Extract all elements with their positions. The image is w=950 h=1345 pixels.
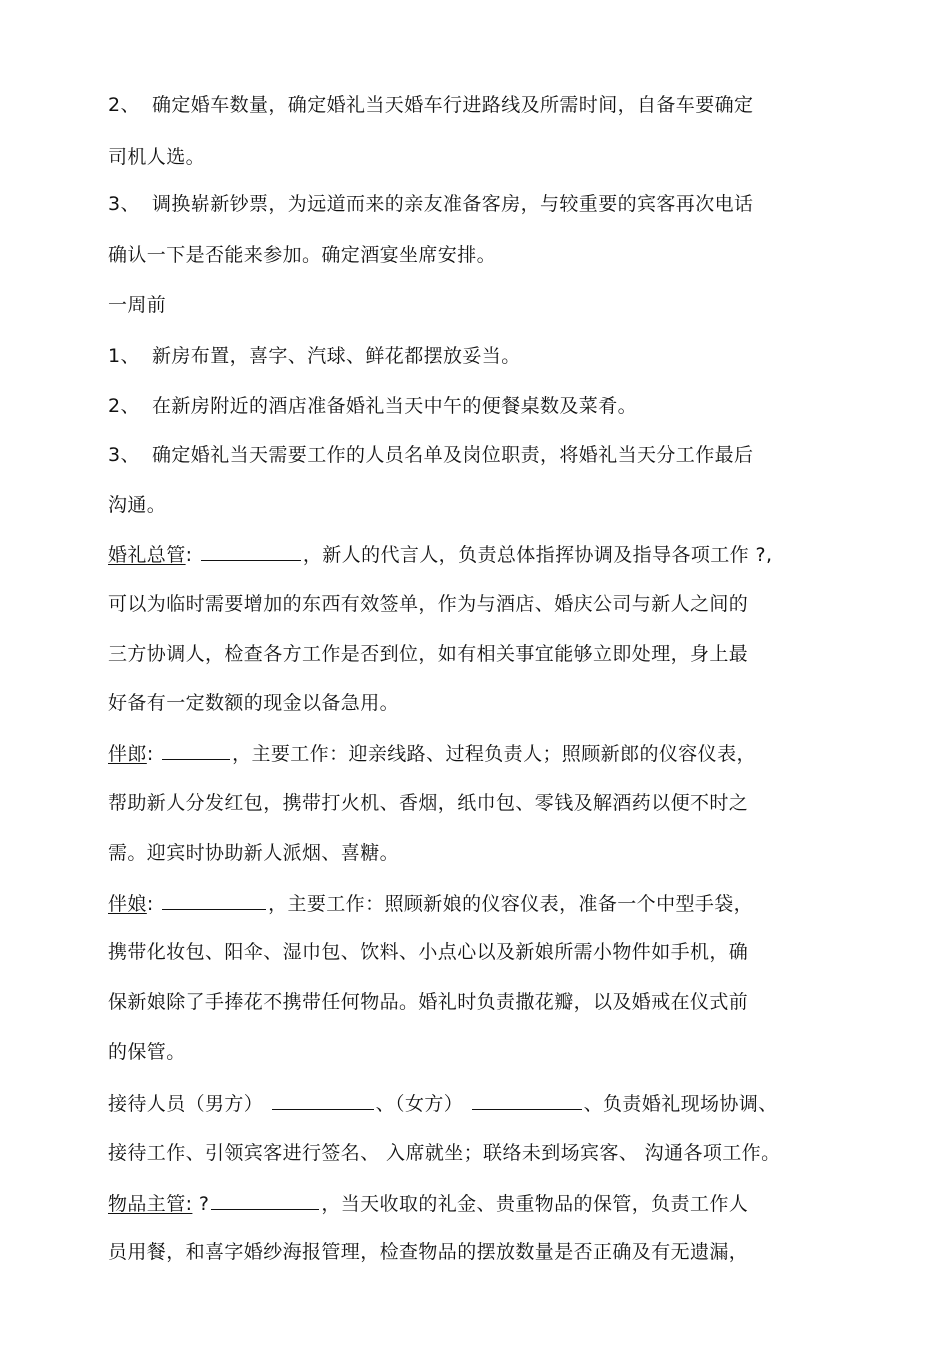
role-colon: ?: [192, 1193, 210, 1215]
fill-in-blank: [211, 1191, 319, 1210]
item-number: 2、: [108, 395, 140, 417]
paragraph-text: ，新人的代言人，负责总体指挥协调及指导各项工作 ?,: [302, 544, 773, 566]
role-line: [108, 1191, 748, 1216]
paragraph-line: 确认一下是否能来参加。确定酒宴坐席安排。: [108, 244, 497, 266]
paragraph-line: 三方协调人，检查各方工作是否到位，如有相关事宜能够立即处理，身上最: [108, 643, 749, 665]
paragraph-text: 确定婚车数量，确定婚礼当天婚车行进路线及所需时间，自备车要确定: [152, 94, 754, 116]
fill-in-blank: [201, 542, 301, 561]
paragraph-text: 调换崭新钞票，为远道而来的亲友准备客房，与较重要的宾客再次电话: [152, 193, 754, 215]
reception-female: 、（女方）: [375, 1093, 464, 1115]
role-title: 婚礼总管: [108, 544, 186, 566]
role-line: [108, 891, 753, 916]
paragraph-line: 保新娘除了手捧花不携带任何物品。婚礼时负责撒花瓣，以及婚戒在仪式前: [108, 991, 749, 1013]
paragraph-line: 接待工作、引领宾客进行签名、 入席就坐；联络未到场宾客、 沟通各项工作。: [108, 1142, 781, 1164]
role-line: [108, 741, 756, 766]
paragraph-text: 确定婚礼当天需要工作的人员名单及岗位职责，将婚礼当天分工作最后: [152, 444, 754, 466]
section-heading: 一周前: [108, 294, 167, 316]
paragraph-text: ，主要工作：照顾新娘的仪容仪表，准备一个中型手袋，: [268, 893, 754, 915]
paragraph-line: 携带化妆包、阳伞、湿巾包、饮料、小点心以及新娘所需小物件如手机，确: [108, 941, 749, 963]
list-item: [108, 443, 753, 467]
paragraph-line: 需。迎宾时协助新人派烟、喜糖。: [108, 842, 400, 864]
role-colon: :: [146, 893, 154, 915]
item-number: 2、: [108, 94, 140, 116]
fill-in-blank: [162, 741, 230, 760]
role-title: 伴郎: [108, 743, 147, 765]
paragraph-text: ，当天收取的礼金、贵重物品的保管，负责工作人: [321, 1193, 749, 1215]
paragraph-text: ，主要工作：迎亲线路、过程负责人；照顾新郎的仪容仪表，: [232, 743, 756, 765]
list-item: [108, 394, 637, 418]
role-title: 伴娘: [108, 893, 147, 915]
item-number: 3、: [108, 444, 140, 466]
paragraph-line: 好备有一定数额的现金以备急用。: [108, 692, 400, 714]
reception-line: [108, 1091, 778, 1116]
list-item: [108, 93, 753, 117]
fill-in-blank: [162, 891, 266, 910]
role-colon: :: [146, 743, 154, 765]
paragraph-text: 在新房附近的酒店准备婚礼当天中午的便餐桌数及菜肴。: [152, 395, 638, 417]
paragraph-text: 、负责婚礼现场协调、: [583, 1093, 778, 1115]
paragraph-line: 司机人选。: [108, 146, 206, 168]
list-item: [108, 344, 521, 368]
paragraph-line: 员用餐，和喜字婚纱海报管理，检查物品的摆放数量是否正确及有无遗漏，: [108, 1241, 749, 1263]
item-number: 3、: [108, 193, 140, 215]
paragraph-line: 可以为临时需要增加的东西有效签单，作为与酒店、婚庆公司与新人之间的: [108, 593, 749, 615]
reception-label: 接待人员（男方）: [108, 1093, 264, 1115]
role-colon: :: [185, 544, 193, 566]
list-item: [108, 192, 753, 216]
role-title: 物品主管:: [108, 1193, 193, 1215]
role-line: [108, 542, 772, 567]
fill-in-blank: [272, 1091, 374, 1110]
item-number: 1、: [108, 345, 140, 367]
paragraph-line: 沟通。: [108, 494, 167, 516]
fill-in-blank: [472, 1091, 582, 1110]
paragraph-line: 的保管。: [108, 1041, 186, 1063]
paragraph-text: 新房布置，喜字、汽球、鲜花都摆放妥当。: [152, 345, 521, 367]
paragraph-line: 帮助新人分发红包，携带打火机、香烟，纸巾包、零钱及解酒药以便不时之: [108, 792, 749, 814]
